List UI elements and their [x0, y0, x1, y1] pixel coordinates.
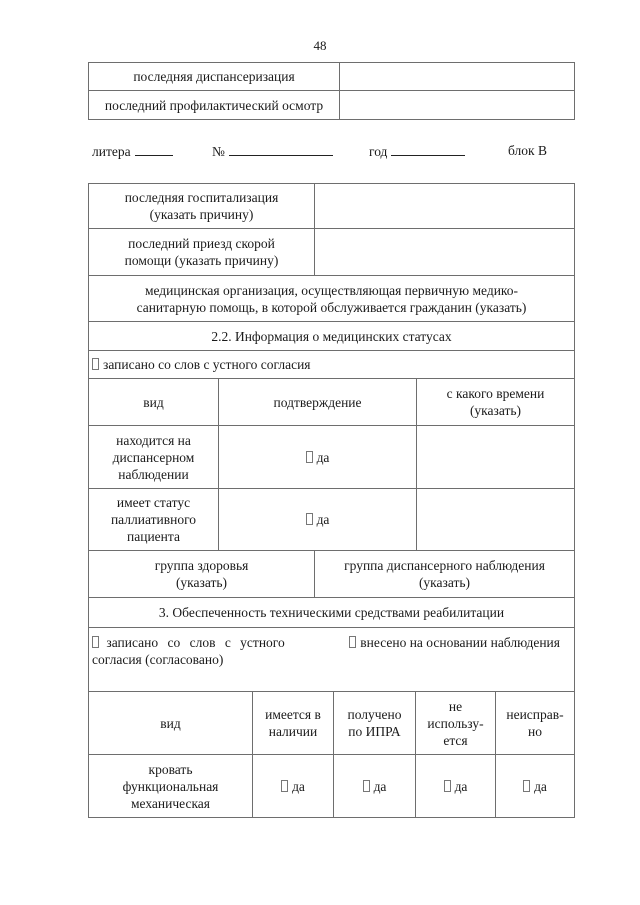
rehab-available-cell — [253, 755, 334, 818]
block-label: блок В — [508, 143, 547, 158]
health-group-field[interactable] — [89, 551, 315, 598]
last-prophylactic-exam-field[interactable] — [340, 91, 575, 120]
number-label: № — [212, 144, 225, 159]
year-blank[interactable] — [391, 143, 465, 156]
table-row — [89, 755, 575, 818]
label-line: (указать) — [418, 575, 471, 590]
palliative-since-field[interactable] — [417, 489, 575, 551]
label-line: (указать) — [469, 403, 522, 418]
exam-table — [88, 62, 575, 120]
verbal-consent-checkbox[interactable] — [92, 358, 99, 370]
section-2-2-title: 2.2. Информация о медицинских статусах — [89, 322, 575, 351]
last-ambulance-label — [89, 229, 315, 276]
palliative-yes-checkbox[interactable] — [306, 513, 313, 525]
label-line: с какого времени — [446, 386, 545, 401]
label-line: последний приезд скорой — [128, 236, 275, 251]
page-number: 48 — [313, 38, 327, 53]
rehab-header-unused — [416, 692, 496, 755]
available-checkbox[interactable] — [281, 780, 288, 792]
rehab-faulty-cell — [496, 755, 575, 818]
label-line: наблюдении — [118, 466, 189, 482]
main-table — [88, 183, 575, 692]
section-3-title: 3. Обеспеченность техническими средствами реабилитации — [89, 598, 575, 628]
label-line: неисправ- — [506, 707, 564, 722]
label-line: наличии — [268, 724, 318, 739]
number-field — [212, 143, 333, 160]
dispensary-group-field[interactable] — [315, 551, 575, 598]
year-label: год — [369, 144, 388, 159]
palliative-status-confirm — [219, 489, 417, 551]
consent-row-3 — [89, 628, 575, 692]
rehab-header-received — [334, 692, 416, 755]
faulty-checkbox[interactable] — [523, 780, 530, 792]
yes-label: да — [292, 778, 305, 794]
label-line: ется — [443, 732, 468, 748]
label-line: диспансерном — [112, 449, 195, 465]
label-line: медицинская организация, осуществляющая первичную медико- — [144, 282, 519, 298]
label-line: пациента — [127, 529, 180, 544]
dispensary-yes-checkbox[interactable] — [306, 451, 313, 463]
label-line: получено — [347, 707, 402, 722]
number-blank[interactable] — [229, 143, 333, 156]
label-line: группа диспансерного наблюдения — [344, 558, 545, 573]
yes-label: да — [316, 449, 330, 465]
label-line: имеет статус — [116, 495, 191, 510]
received-checkbox[interactable] — [363, 780, 370, 792]
label-line: использу- — [427, 715, 484, 731]
label-line: имеется в — [265, 707, 321, 722]
last-hospitalization-field[interactable] — [315, 184, 575, 229]
dispensary-observation-label — [89, 426, 219, 489]
rehab-header-kind: вид — [89, 692, 253, 755]
yes-label: да — [534, 778, 547, 794]
litera-label: литера — [92, 144, 131, 159]
label-line: (указать причину) — [149, 207, 254, 222]
litera-field — [92, 143, 173, 160]
last-checkup-label: последняя диспансеризация — [89, 63, 340, 91]
label-line: санитарную помощь, в которой обслуживается гражданин (указать) — [136, 299, 527, 315]
label-line: не — [448, 698, 463, 714]
yes-label: да — [454, 778, 468, 794]
label-line: помощи (указать причину) — [124, 253, 279, 268]
label-line: последняя госпитализация — [124, 190, 279, 205]
label-line: (указать) — [175, 575, 228, 590]
rehab-unused-cell — [416, 755, 496, 818]
label-line: по ИПРА — [348, 724, 401, 739]
litera-blank[interactable] — [135, 143, 173, 156]
verbal-consent-label: записано со слов с устного согласия — [103, 357, 311, 372]
rehab-table — [88, 691, 575, 818]
rehab-received-cell — [334, 755, 416, 818]
header-confirmation: подтверждение — [219, 379, 417, 426]
label-line: паллиативного — [110, 512, 197, 527]
label-line: кровать — [148, 761, 193, 777]
label-line: находится на — [116, 432, 191, 448]
rehab-header-faulty — [496, 692, 575, 755]
last-hospitalization-label — [89, 184, 315, 229]
header-since — [417, 379, 575, 426]
palliative-status-label — [89, 489, 219, 551]
label-line: но — [528, 724, 542, 739]
yes-label: да — [316, 512, 330, 527]
verbal-consent-label-3: записано со слов с устного — [106, 635, 285, 650]
medical-organization-field[interactable] — [89, 276, 575, 322]
observation-checkbox[interactable] — [349, 636, 356, 648]
rehab-header-available — [253, 692, 334, 755]
year-field — [369, 143, 465, 160]
last-prophylactic-exam-label: последний профилактический осмотр — [89, 91, 340, 120]
label-line: механическая — [130, 795, 211, 811]
consent-row-2-2 — [89, 351, 575, 379]
last-ambulance-field[interactable] — [315, 229, 575, 276]
verbal-consent-label-3b: согласия (согласовано) — [92, 652, 224, 667]
dispensary-since-field[interactable] — [417, 426, 575, 489]
label-line: группа здоровья — [154, 558, 249, 573]
label-line: функциональная — [122, 778, 219, 794]
verbal-consent-checkbox-3[interactable] — [92, 636, 99, 648]
yes-label: да — [373, 778, 387, 794]
dispensary-observation-confirm — [219, 426, 417, 489]
observation-label: внесено на основании наблюдения — [360, 635, 560, 650]
last-checkup-field[interactable] — [340, 63, 575, 91]
header-kind: вид — [89, 379, 219, 426]
unused-checkbox[interactable] — [444, 780, 451, 792]
rehab-item-label — [89, 755, 253, 818]
